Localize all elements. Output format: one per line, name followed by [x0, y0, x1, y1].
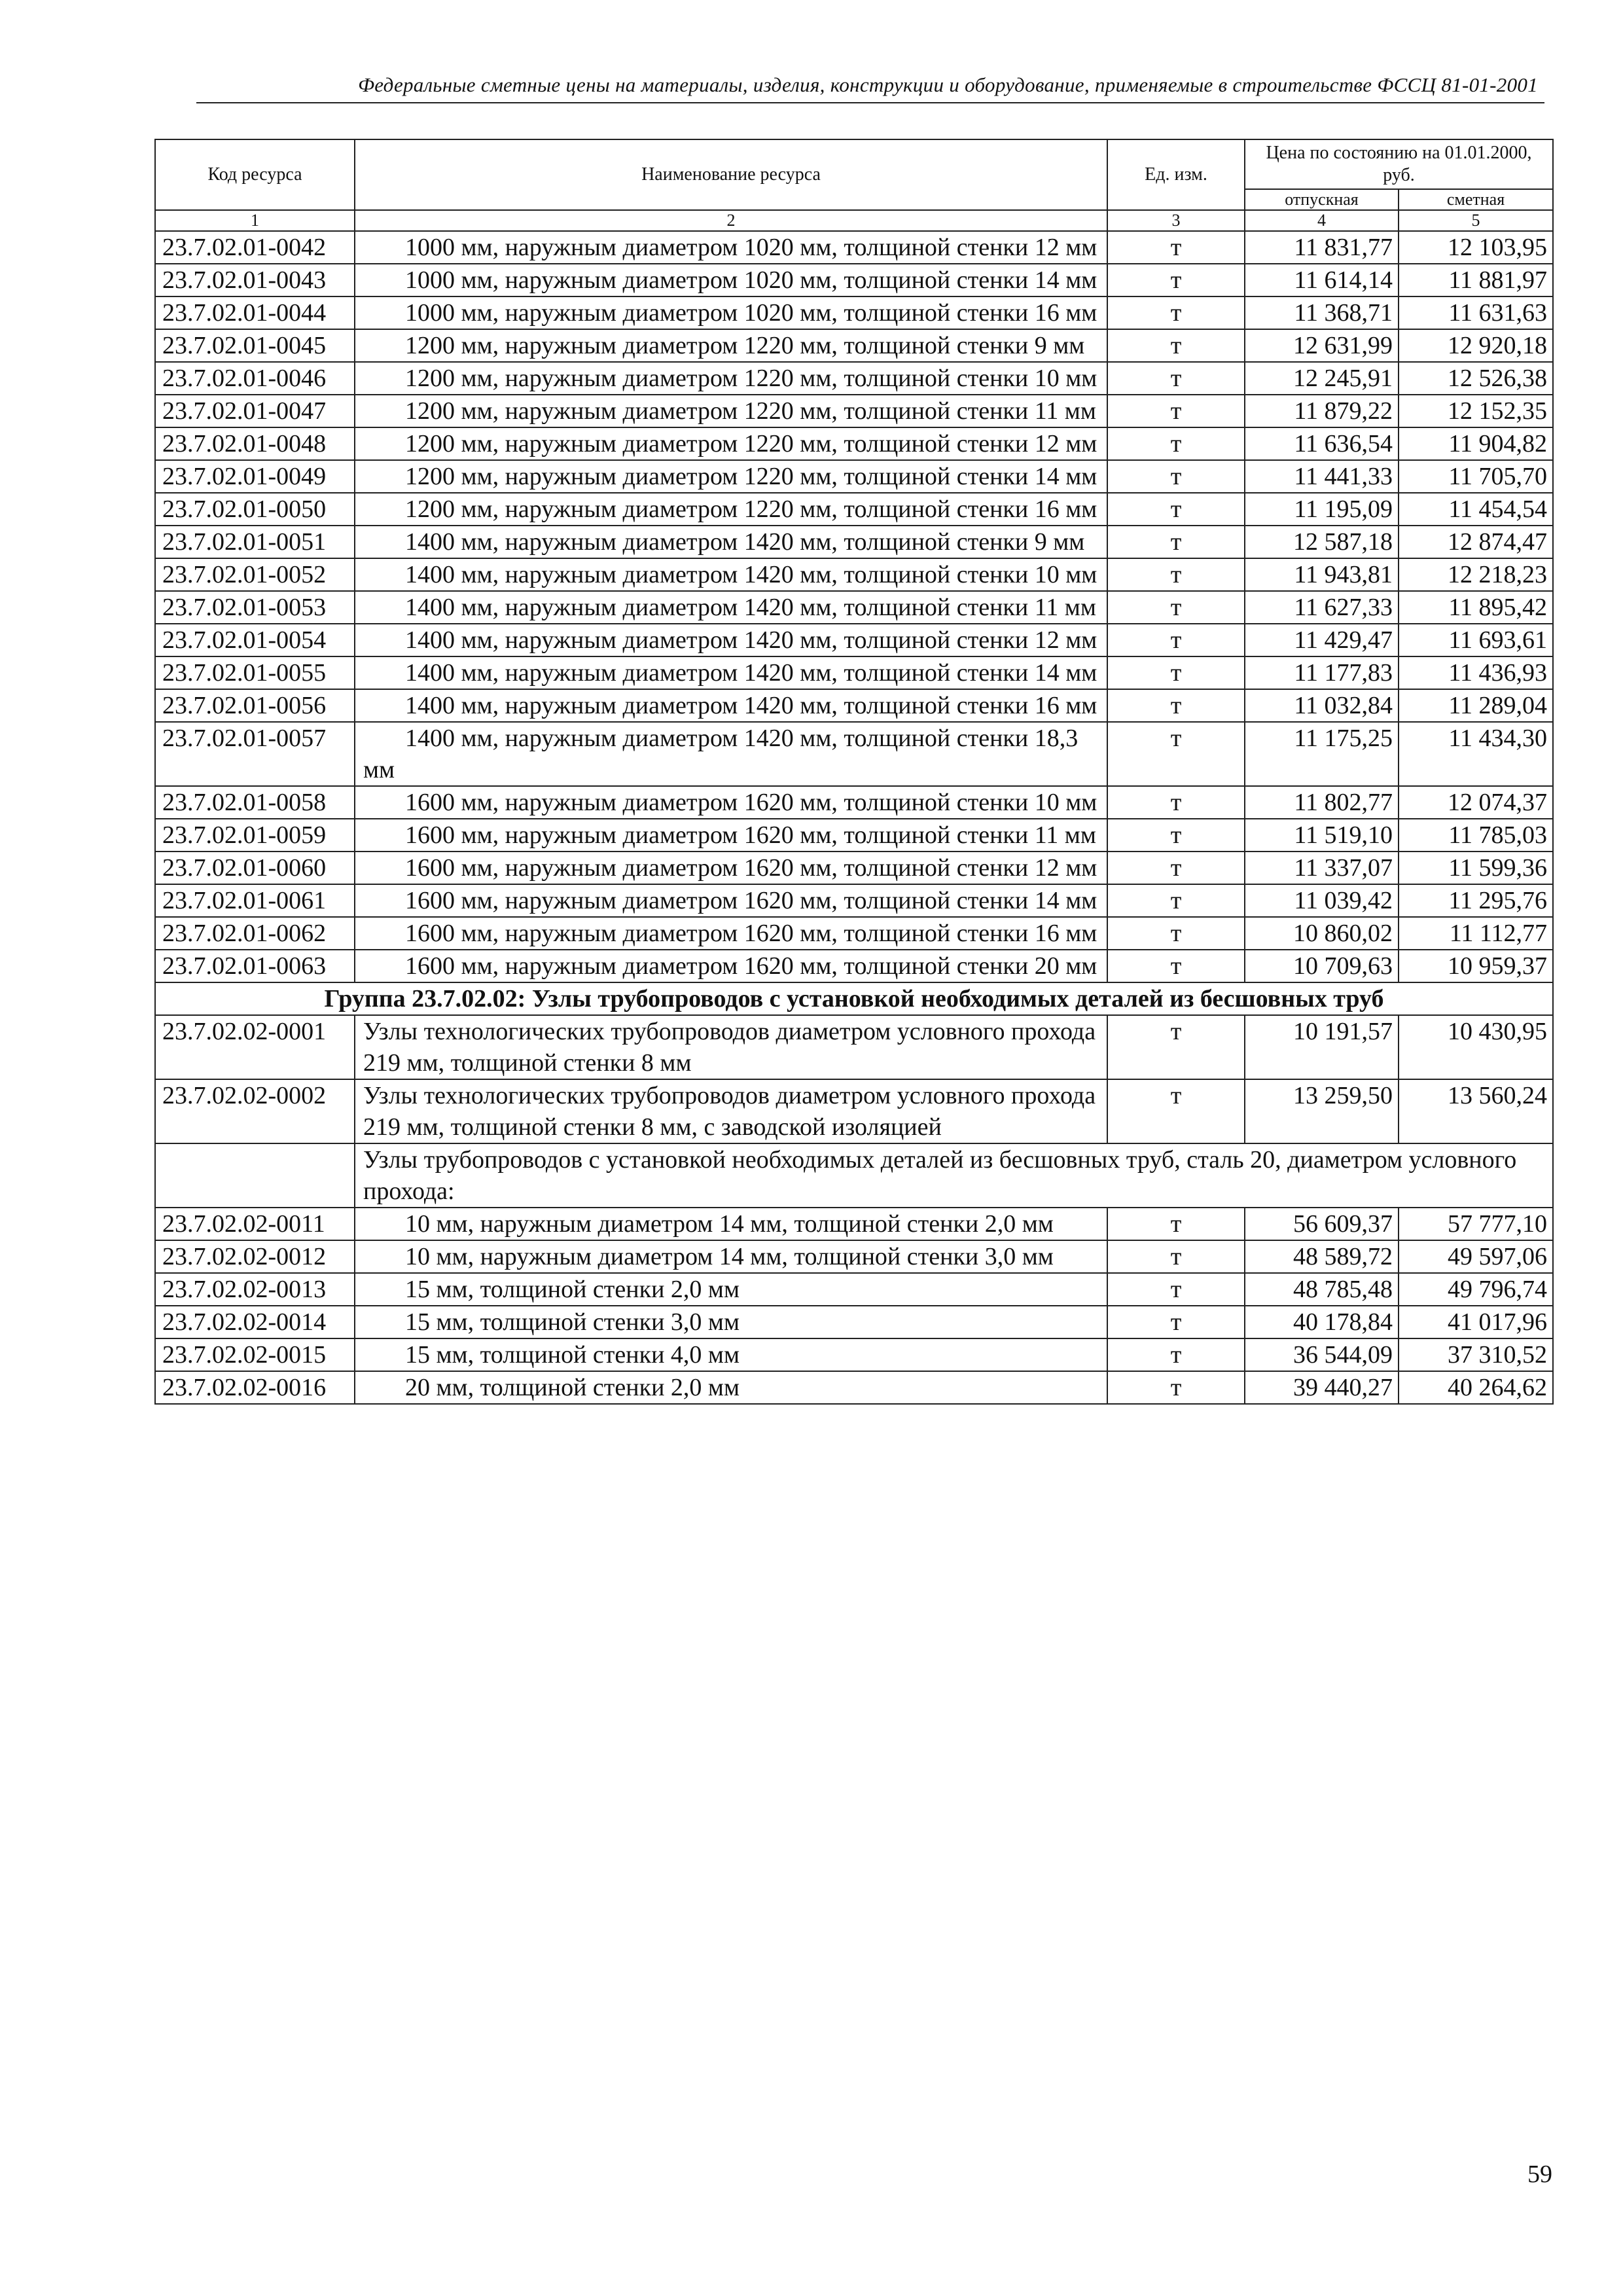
release-price: 12 245,91 — [1245, 362, 1399, 395]
estimate-price: 12 526,38 — [1399, 362, 1553, 395]
unit-cell: т — [1107, 493, 1245, 526]
estimate-price: 12 074,37 — [1399, 786, 1553, 819]
resource-name: 1600 мм, наружным диаметром 1620 мм, толщиной стенки 14 мм — [355, 884, 1107, 917]
table-row — [155, 819, 1553, 852]
release-price: 40 178,84 — [1245, 1306, 1399, 1338]
resource-code: 23.7.02.01-0054 — [155, 624, 355, 656]
release-price: 11 039,42 — [1245, 884, 1399, 917]
unit-cell: т — [1107, 1273, 1245, 1306]
column-header-name: Наименование ресурса — [355, 139, 1107, 210]
column-number: 5 — [1399, 210, 1553, 231]
resource-name: 15 мм, толщиной стенки 2,0 мм — [355, 1273, 1107, 1306]
unit-cell: т — [1107, 1079, 1245, 1143]
resource-code: 23.7.02.01-0055 — [155, 656, 355, 689]
unit-cell: т — [1107, 1240, 1245, 1273]
table-row — [155, 1240, 1553, 1273]
resource-code: 23.7.02.01-0052 — [155, 558, 355, 591]
subheading: Узлы трубопроводов с установкой необходимых деталей из бесшовных труб, сталь 20, диаметром условного прохода: — [355, 1143, 1553, 1208]
estimate-price: 11 112,77 — [1399, 917, 1553, 950]
resource-code: 23.7.02.01-0061 — [155, 884, 355, 917]
estimate-price: 11 631,63 — [1399, 296, 1553, 329]
table-row — [155, 1306, 1553, 1338]
release-price: 11 879,22 — [1245, 395, 1399, 427]
resource-name: 1600 мм, наружным диаметром 1620 мм, толщиной стенки 16 мм — [355, 917, 1107, 950]
estimate-price: 12 103,95 — [1399, 231, 1553, 264]
estimate-price: 41 017,96 — [1399, 1306, 1553, 1338]
estimate-price: 11 436,93 — [1399, 656, 1553, 689]
release-price: 13 259,50 — [1245, 1079, 1399, 1143]
group-title: Группа 23.7.02.02: Узлы трубопроводов с установкой необходимых деталей из бесшовных труб — [155, 982, 1553, 1015]
table-row — [155, 558, 1553, 591]
unit-cell: т — [1107, 427, 1245, 460]
resource-name: 1000 мм, наружным диаметром 1020 мм, толщиной стенки 14 мм — [355, 264, 1107, 296]
unit-cell: т — [1107, 526, 1245, 558]
resource-name: 1200 мм, наружным диаметром 1220 мм, толщиной стенки 9 мм — [355, 329, 1107, 362]
table-row — [155, 329, 1553, 362]
table-row — [155, 1338, 1553, 1371]
estimate-price: 57 777,10 — [1399, 1208, 1553, 1240]
estimate-price: 11 881,97 — [1399, 264, 1553, 296]
resource-name: 1000 мм, наружным диаметром 1020 мм, толщиной стенки 12 мм — [355, 231, 1107, 264]
resource-code: 23.7.02.01-0047 — [155, 395, 355, 427]
price-table — [154, 139, 1554, 1405]
column-number-row — [155, 210, 1553, 231]
estimate-price: 37 310,52 — [1399, 1338, 1553, 1371]
unit-cell: т — [1107, 558, 1245, 591]
unit-cell: т — [1107, 1371, 1245, 1404]
unit-cell: т — [1107, 1338, 1245, 1371]
unit-cell: т — [1107, 591, 1245, 624]
table-row — [155, 656, 1553, 689]
resource-code: 23.7.02.01-0062 — [155, 917, 355, 950]
unit-cell: т — [1107, 722, 1245, 786]
release-price: 11 032,84 — [1245, 689, 1399, 722]
resource-name: Узлы технологических трубопроводов диаметром условного прохода 219 мм, толщиной стенки 8 мм, с заводской изоляцией — [355, 1079, 1107, 1143]
resource-name: 1400 мм, наружным диаметром 1420 мм, толщиной стенки 10 мм — [355, 558, 1107, 591]
table-row — [155, 1015, 1553, 1079]
resource-name: 10 мм, наружным диаметром 14 мм, толщиной стенки 3,0 мм — [355, 1240, 1107, 1273]
resource-name: 1200 мм, наружным диаметром 1220 мм, толщиной стенки 16 мм — [355, 493, 1107, 526]
table-row — [155, 427, 1553, 460]
estimate-price: 10 430,95 — [1399, 1015, 1553, 1079]
resource-code: 23.7.02.01-0046 — [155, 362, 355, 395]
column-header-code: Код ресурса — [155, 139, 355, 210]
release-price: 39 440,27 — [1245, 1371, 1399, 1404]
resource-code: 23.7.02.01-0053 — [155, 591, 355, 624]
resource-name: Узлы технологических трубопроводов диаметром условного прохода 219 мм, толщиной стенки 8 мм — [355, 1015, 1107, 1079]
unit-cell: т — [1107, 624, 1245, 656]
release-price: 11 943,81 — [1245, 558, 1399, 591]
resource-code: 23.7.02.02-0013 — [155, 1273, 355, 1306]
resource-code: 23.7.02.01-0051 — [155, 526, 355, 558]
estimate-price: 11 599,36 — [1399, 852, 1553, 884]
resource-code: 23.7.02.02-0014 — [155, 1306, 355, 1338]
release-price: 48 589,72 — [1245, 1240, 1399, 1273]
unit-cell: т — [1107, 296, 1245, 329]
resource-name: 15 мм, толщиной стенки 3,0 мм — [355, 1306, 1107, 1338]
release-price: 10 860,02 — [1245, 917, 1399, 950]
estimate-price: 40 264,62 — [1399, 1371, 1553, 1404]
table-row — [155, 884, 1553, 917]
page-number: 59 — [1527, 2161, 1552, 2188]
resource-code: 23.7.02.02-0012 — [155, 1240, 355, 1273]
estimate-price: 49 597,06 — [1399, 1240, 1553, 1273]
subheading-code-cell — [155, 1143, 355, 1208]
resource-name: 1600 мм, наружным диаметром 1620 мм, толщиной стенки 20 мм — [355, 950, 1107, 982]
resource-code: 23.7.02.01-0058 — [155, 786, 355, 819]
unit-cell: т — [1107, 884, 1245, 917]
estimate-price: 11 454,54 — [1399, 493, 1553, 526]
resource-name: 10 мм, наружным диаметром 14 мм, толщиной стенки 2,0 мм — [355, 1208, 1107, 1240]
estimate-price: 12 874,47 — [1399, 526, 1553, 558]
unit-cell: т — [1107, 786, 1245, 819]
unit-cell: т — [1107, 689, 1245, 722]
unit-cell: т — [1107, 819, 1245, 852]
unit-cell: т — [1107, 852, 1245, 884]
column-header-price-estimate: сметная — [1399, 189, 1553, 210]
table-row — [155, 950, 1553, 982]
release-price: 11 337,07 — [1245, 852, 1399, 884]
release-price: 11 441,33 — [1245, 460, 1399, 493]
estimate-price: 11 705,70 — [1399, 460, 1553, 493]
release-price: 11 802,77 — [1245, 786, 1399, 819]
table-row — [155, 689, 1553, 722]
resource-code: 23.7.02.01-0048 — [155, 427, 355, 460]
resource-name: 1400 мм, наружным диаметром 1420 мм, толщиной стенки 14 мм — [355, 656, 1107, 689]
release-price: 11 519,10 — [1245, 819, 1399, 852]
unit-cell: т — [1107, 1306, 1245, 1338]
estimate-price: 11 289,04 — [1399, 689, 1553, 722]
resource-name: 1400 мм, наружным диаметром 1420 мм, толщиной стенки 9 мм — [355, 526, 1107, 558]
resource-code: 23.7.02.01-0050 — [155, 493, 355, 526]
unit-cell: т — [1107, 264, 1245, 296]
resource-name: 1600 мм, наружным диаметром 1620 мм, толщиной стенки 12 мм — [355, 852, 1107, 884]
unit-cell: т — [1107, 395, 1245, 427]
release-price: 11 195,09 — [1245, 493, 1399, 526]
column-number: 2 — [355, 210, 1107, 231]
estimate-price: 11 693,61 — [1399, 624, 1553, 656]
estimate-price: 12 152,35 — [1399, 395, 1553, 427]
resource-code: 23.7.02.01-0045 — [155, 329, 355, 362]
table-row — [155, 1079, 1553, 1143]
table-row — [155, 362, 1553, 395]
resource-code: 23.7.02.02-0016 — [155, 1371, 355, 1404]
column-header-price-release: отпускная — [1245, 189, 1399, 210]
estimate-price: 11 904,82 — [1399, 427, 1553, 460]
release-price: 11 177,83 — [1245, 656, 1399, 689]
release-price: 12 631,99 — [1245, 329, 1399, 362]
column-header-unit: Ед. изм. — [1107, 139, 1245, 210]
unit-cell: т — [1107, 329, 1245, 362]
table-row — [155, 1208, 1553, 1240]
table-row — [155, 264, 1553, 296]
table-row — [155, 624, 1553, 656]
estimate-price: 49 796,74 — [1399, 1273, 1553, 1306]
release-price: 11 831,77 — [1245, 231, 1399, 264]
estimate-price: 10 959,37 — [1399, 950, 1553, 982]
resource-name: 1200 мм, наружным диаметром 1220 мм, толщиной стенки 10 мм — [355, 362, 1107, 395]
column-number: 1 — [155, 210, 355, 231]
estimate-price: 11 295,76 — [1399, 884, 1553, 917]
resource-code: 23.7.02.02-0001 — [155, 1015, 355, 1079]
resource-code: 23.7.02.01-0043 — [155, 264, 355, 296]
unit-cell: т — [1107, 460, 1245, 493]
unit-cell: т — [1107, 950, 1245, 982]
release-price: 11 627,33 — [1245, 591, 1399, 624]
release-price: 36 544,09 — [1245, 1338, 1399, 1371]
resource-code: 23.7.02.01-0060 — [155, 852, 355, 884]
table-row — [155, 722, 1553, 786]
release-price: 12 587,18 — [1245, 526, 1399, 558]
table-row — [155, 1371, 1553, 1404]
resource-code: 23.7.02.01-0057 — [155, 722, 355, 786]
unit-cell: т — [1107, 362, 1245, 395]
release-price: 11 175,25 — [1245, 722, 1399, 786]
table-row — [155, 917, 1553, 950]
resource-name: 20 мм, толщиной стенки 2,0 мм — [355, 1371, 1107, 1404]
table-row — [155, 395, 1553, 427]
resource-name: 1200 мм, наружным диаметром 1220 мм, толщиной стенки 11 мм — [355, 395, 1107, 427]
resource-name: 15 мм, толщиной стенки 4,0 мм — [355, 1338, 1107, 1371]
resource-name: 1400 мм, наружным диаметром 1420 мм, толщиной стенки 18,3 мм — [355, 722, 1107, 786]
resource-name: 1400 мм, наружным диаметром 1420 мм, толщиной стенки 12 мм — [355, 624, 1107, 656]
resource-name: 1000 мм, наружным диаметром 1020 мм, толщиной стенки 16 мм — [355, 296, 1107, 329]
resource-code: 23.7.02.02-0015 — [155, 1338, 355, 1371]
unit-cell: т — [1107, 656, 1245, 689]
resource-name: 1200 мм, наружным диаметром 1220 мм, толщиной стенки 14 мм — [355, 460, 1107, 493]
release-price: 11 636,54 — [1245, 427, 1399, 460]
table-row — [155, 493, 1553, 526]
resource-code: 23.7.02.01-0056 — [155, 689, 355, 722]
column-number: 3 — [1107, 210, 1245, 231]
running-header-text: Федеральные сметные цены на материалы, изделия, конструкции и оборудование, применяемые в строительстве ФССЦ 81-01-2001 — [358, 73, 1538, 96]
column-header-price-group: Цена по состоянию на 01.01.2000, руб. — [1245, 139, 1553, 189]
table-row — [155, 526, 1553, 558]
estimate-price: 11 434,30 — [1399, 722, 1553, 786]
table-row — [155, 852, 1553, 884]
running-header — [196, 73, 1544, 103]
resource-code: 23.7.02.02-0002 — [155, 1079, 355, 1143]
resource-code: 23.7.02.01-0044 — [155, 296, 355, 329]
release-price: 56 609,37 — [1245, 1208, 1399, 1240]
release-price: 11 429,47 — [1245, 624, 1399, 656]
resource-code: 23.7.02.01-0042 — [155, 231, 355, 264]
unit-cell: т — [1107, 1015, 1245, 1079]
estimate-price: 11 895,42 — [1399, 591, 1553, 624]
estimate-price: 12 218,23 — [1399, 558, 1553, 591]
release-price: 10 191,57 — [1245, 1015, 1399, 1079]
resource-name: 1600 мм, наружным диаметром 1620 мм, толщиной стенки 11 мм — [355, 819, 1107, 852]
resource-name: 1600 мм, наружным диаметром 1620 мм, толщиной стенки 10 мм — [355, 786, 1107, 819]
table-row — [155, 591, 1553, 624]
release-price: 11 368,71 — [1245, 296, 1399, 329]
resource-code: 23.7.02.01-0049 — [155, 460, 355, 493]
unit-cell: т — [1107, 917, 1245, 950]
release-price: 10 709,63 — [1245, 950, 1399, 982]
estimate-price: 11 785,03 — [1399, 819, 1553, 852]
resource-name: 1400 мм, наружным диаметром 1420 мм, толщиной стенки 11 мм — [355, 591, 1107, 624]
resource-code: 23.7.02.01-0059 — [155, 819, 355, 852]
column-number: 4 — [1245, 210, 1399, 231]
estimate-price: 13 560,24 — [1399, 1079, 1553, 1143]
resource-name: 1200 мм, наружным диаметром 1220 мм, толщиной стенки 12 мм — [355, 427, 1107, 460]
table-row — [155, 296, 1553, 329]
resource-code: 23.7.02.02-0011 — [155, 1208, 355, 1240]
resource-code: 23.7.02.01-0063 — [155, 950, 355, 982]
release-price: 11 614,14 — [1245, 264, 1399, 296]
unit-cell: т — [1107, 1208, 1245, 1240]
release-price: 48 785,48 — [1245, 1273, 1399, 1306]
estimate-price: 12 920,18 — [1399, 329, 1553, 362]
table-row — [155, 460, 1553, 493]
table-row — [155, 231, 1553, 264]
table-row — [155, 1273, 1553, 1306]
resource-name: 1400 мм, наружным диаметром 1420 мм, толщиной стенки 16 мм — [355, 689, 1107, 722]
unit-cell: т — [1107, 231, 1245, 264]
table-row — [155, 786, 1553, 819]
